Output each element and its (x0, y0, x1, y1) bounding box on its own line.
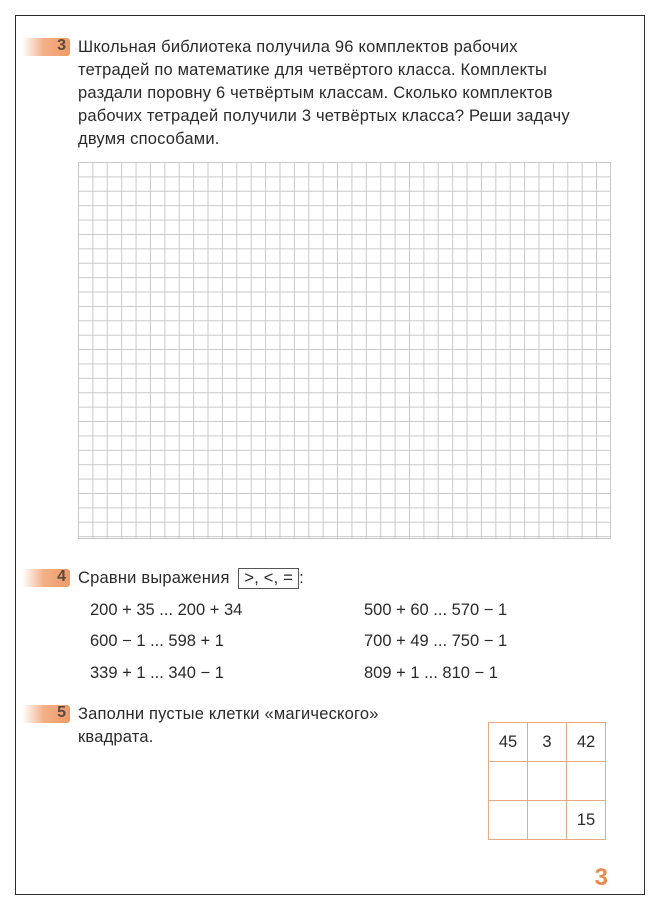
task-4-number: 4 (57, 568, 66, 585)
magic-square-cell[interactable] (489, 801, 528, 840)
task-5-text (78, 703, 379, 749)
task-3-line: Школьная библиотека получила 96 комплектов рабочих (78, 38, 518, 56)
workbook-page (15, 15, 645, 895)
task-3-line: раздали поровну 6 четвёртым классам. Сколько комплектов (78, 84, 553, 102)
task-3-number: 3 (57, 37, 66, 54)
task-3-line: рабочих тетрадей получили 3 четвёртых класса? Реши задачу (78, 107, 570, 125)
task-3-line: тетрадей по математике для четвёртого класса. Комплекты (78, 61, 548, 79)
magic-square-cell[interactable] (528, 762, 567, 801)
expression: 339 + 1 ... 340 − 1 (90, 664, 224, 682)
magic-square-cell[interactable]: 3 (528, 723, 567, 762)
answer-grid[interactable] (78, 162, 611, 539)
magic-square-cell[interactable] (567, 762, 606, 801)
magic-square-cell[interactable]: 42 (567, 723, 606, 762)
expression: 700 + 49 ... 750 − 1 (364, 632, 508, 650)
task-5-number: 5 (57, 704, 66, 721)
magic-square-cell[interactable]: 15 (567, 801, 606, 840)
task-4-prompt-row (78, 567, 304, 590)
expression: 200 + 35 ... 200 + 34 (90, 601, 243, 619)
task-5-badge (22, 705, 70, 723)
task-3-line: двумя способами. (78, 130, 220, 148)
task-4-colon: : (299, 569, 304, 587)
task-4-badge (22, 569, 70, 587)
page-number: 3 (594, 864, 608, 891)
task-5-line: квадрата. (78, 728, 154, 746)
magic-square-cell[interactable]: 45 (489, 723, 528, 762)
task-5-line: Заполни пустые клетки «магического» (78, 705, 379, 723)
magic-square-cell[interactable] (489, 762, 528, 801)
task-4-prompt: Сравни выражения (78, 569, 230, 587)
task-3-badge (22, 38, 70, 56)
expression: 809 + 1 ... 810 − 1 (364, 664, 498, 682)
expression: 600 − 1 ... 598 + 1 (90, 632, 224, 650)
comparison-signs-box: >, <, = (238, 568, 299, 589)
magic-square-cell[interactable] (528, 801, 567, 840)
task-3-text (78, 36, 570, 151)
expression: 500 + 60 ... 570 − 1 (364, 601, 508, 619)
magic-square (488, 722, 606, 840)
